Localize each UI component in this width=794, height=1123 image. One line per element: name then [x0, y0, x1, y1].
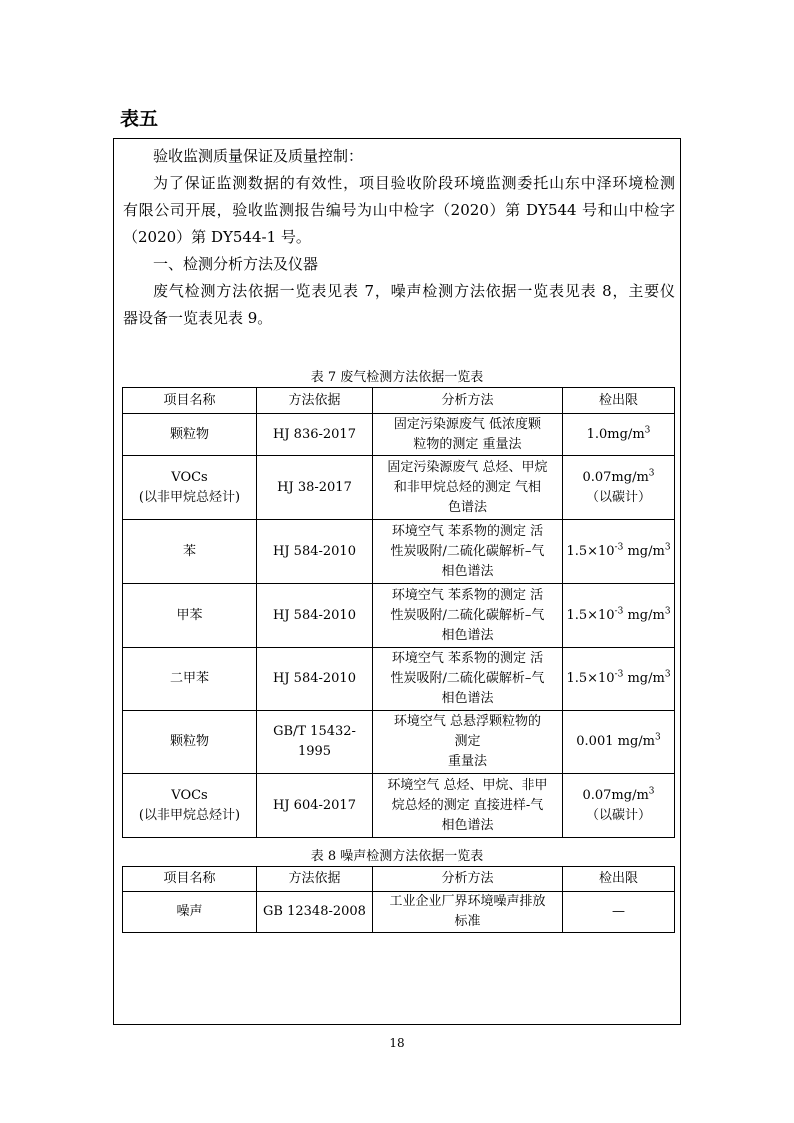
item-name: 苯: [182, 543, 196, 559]
header-item: 项目名称: [123, 867, 257, 892]
method-line: 环境空气 总烃、甲烷、非甲: [387, 777, 548, 793]
cell-method: [373, 892, 563, 933]
limit-value: 1.0mg/m: [586, 426, 645, 442]
method-basis: GB/T 15432-1995: [273, 724, 356, 759]
header-basis: 方法依据: [257, 388, 373, 414]
method-basis: GB 12348-2008: [263, 904, 366, 919]
detection-limit: [582, 788, 654, 803]
item-name: 噪声: [176, 904, 203, 919]
method-basis: HJ 584-2010: [273, 543, 356, 559]
detection-limit: [576, 734, 660, 749]
method-line: 相色谱法: [441, 563, 494, 579]
limit-unit: mg/m: [623, 607, 665, 623]
table7-exhaust-methods: [122, 387, 675, 838]
detection-limit: [566, 671, 670, 686]
table-row: [123, 892, 675, 933]
item-note: (以非甲烷总烃计): [138, 807, 241, 823]
cell-limit: [563, 648, 675, 711]
method-line: 环境空气 苯系物的测定 活: [391, 523, 544, 539]
limit-sup: 3: [648, 786, 655, 797]
method-basis: HJ 836-2017: [273, 426, 356, 442]
limit-value: 0.07mg/m: [582, 787, 649, 803]
cell-limit: [563, 711, 675, 774]
limit-sup: 3: [654, 732, 661, 743]
method-line: 性炭吸附/二硫化碳解析–气: [390, 671, 545, 686]
limit-value: 1.5×10: [566, 671, 615, 686]
item-name: VOCs: [171, 469, 208, 485]
method-line: 色谱法: [447, 499, 487, 515]
item-name: 颗粒物: [169, 426, 209, 442]
cell-basis: [257, 892, 373, 933]
method-line: 环境空气 苯系物的测定 活: [391, 651, 544, 666]
limit-sup: 3: [664, 669, 671, 680]
method-line: 相色谱法: [441, 691, 494, 706]
item-name: VOCs: [171, 787, 208, 803]
item-note: (以非甲烷总烃计): [138, 489, 241, 505]
limit-sup: -3: [614, 542, 624, 553]
limit-value: —: [612, 904, 625, 919]
detection-limit: [612, 904, 625, 919]
detection-limit: [566, 544, 670, 559]
limit-value: 0.07mg/m: [582, 469, 649, 485]
table8-noise-methods: [122, 866, 675, 933]
cell-basis: [257, 774, 373, 838]
method-line: 和非甲烷总烃的测定 气相: [393, 479, 542, 495]
table-row: [123, 648, 675, 711]
method-line: 环境空气 苯系物的测定 活: [391, 587, 544, 603]
table-row: [123, 711, 675, 774]
table7-caption: 表 7 废气检测方法依据一览表: [310, 370, 484, 385]
cell-limit: [563, 520, 675, 584]
para2-line-2: 器设备一览表见表 9。: [123, 309, 273, 327]
cell-basis: [257, 584, 373, 648]
limit-value: 0.001 mg/m: [576, 734, 655, 749]
table-row: [123, 774, 675, 838]
table-row: [123, 520, 675, 584]
cell-limit: [563, 414, 675, 456]
item-name: 颗粒物: [169, 734, 209, 749]
limit-sup: 3: [664, 606, 671, 617]
method-line: 固定污染源废气 总烃、甲烷: [387, 459, 548, 475]
cell-method: [373, 711, 563, 774]
table8-caption: 表 8 噪声检测方法依据一览表: [310, 849, 484, 864]
intro-line-3: （2020）第 DY544-1 号。: [123, 228, 311, 246]
para2-line-1: 废气检测方法依据一览表见表 7，噪声检测方法依据一览表见表 8，主要仪: [153, 282, 675, 300]
header-limit: 检出限: [563, 388, 675, 414]
limit-unit: mg/m: [623, 671, 665, 686]
method-basis: HJ 584-2010: [273, 607, 356, 623]
table-row: [123, 456, 675, 520]
cell-basis: [257, 456, 373, 520]
cell-item: [123, 648, 257, 711]
method-line: 粒物的测定 重量法: [413, 436, 522, 452]
cell-item: [123, 456, 257, 520]
method-line: 性炭吸附/二硫化碳解析–气: [390, 607, 545, 623]
cell-basis: [257, 414, 373, 456]
header-limit: 检出限: [563, 867, 675, 892]
page-number: 18: [389, 1036, 405, 1050]
method-line: 标准: [454, 914, 481, 929]
method-line: 环境空气 总悬浮颗粒物的: [393, 714, 542, 729]
cell-limit: [563, 584, 675, 648]
detection-limit: [582, 470, 654, 485]
limit-sup: 3: [648, 468, 655, 479]
limit-value: 1.5×10: [566, 607, 615, 623]
limit-sup: 3: [644, 425, 651, 436]
table-row: [123, 414, 675, 456]
header-basis: 方法依据: [257, 867, 373, 892]
item-name: 甲苯: [176, 607, 203, 623]
method-line: 测定: [454, 734, 481, 749]
item-name: 二甲苯: [169, 671, 209, 686]
cell-method: [373, 520, 563, 584]
cell-item: [123, 774, 257, 838]
method-line: 烷总烃的测定 直接进样-气: [391, 797, 544, 813]
method-line: 性炭吸附/二硫化碳解析–气: [390, 543, 545, 559]
header-item: 项目名称: [123, 388, 257, 414]
limit-sup: -3: [614, 669, 624, 680]
header-method: 分析方法: [373, 388, 563, 414]
cell-basis: [257, 711, 373, 774]
header-method: 分析方法: [373, 867, 563, 892]
cell-method: [373, 414, 563, 456]
section-title: 表五: [120, 108, 159, 130]
method-line: 固定污染源废气 低浓度颗: [393, 416, 542, 432]
cell-method: [373, 774, 563, 838]
limit-note: （以碳计）: [585, 807, 651, 823]
qa-label: 验收监测质量保证及质量控制：: [153, 147, 364, 165]
method-basis: HJ 38-2017: [277, 479, 352, 495]
method-line: 相色谱法: [441, 817, 494, 833]
cell-item: [123, 414, 257, 456]
cell-item: [123, 584, 257, 648]
cell-limit: [563, 892, 675, 933]
cell-limit: [563, 456, 675, 520]
cell-method: [373, 456, 563, 520]
table-row: [123, 584, 675, 648]
cell-item: [123, 892, 257, 933]
cell-limit: [563, 774, 675, 838]
detection-limit: [587, 427, 651, 442]
detection-limit: [566, 608, 670, 623]
method-line: 相色谱法: [441, 627, 494, 643]
cell-basis: [257, 520, 373, 584]
limit-value: 1.5×10: [566, 543, 615, 559]
cell-item: [123, 520, 257, 584]
cell-item: [123, 711, 257, 774]
cell-method: [373, 648, 563, 711]
cell-basis: [257, 648, 373, 711]
limit-sup: -3: [614, 606, 624, 617]
method-line: 工业企业厂界环境噪声排放: [389, 894, 546, 909]
limit-unit: mg/m: [623, 543, 665, 559]
method-basis: HJ 604-2017: [273, 797, 356, 813]
limit-note: （以碳计）: [585, 489, 651, 505]
limit-sup: 3: [664, 542, 671, 553]
intro-line-1: 为了保证监测数据的有效性，项目验收阶段环境监测委托山东中泽环境检测: [153, 174, 675, 192]
section-1-heading: 一、检测分析方法及仪器: [153, 255, 319, 273]
cell-method: [373, 584, 563, 648]
method-basis: HJ 584-2010: [273, 671, 356, 686]
intro-line-2: 有限公司开展，验收监测报告编号为山中检字（2020）第 DY544 号和山中检字: [123, 201, 675, 219]
method-line: 重量法: [447, 754, 487, 769]
